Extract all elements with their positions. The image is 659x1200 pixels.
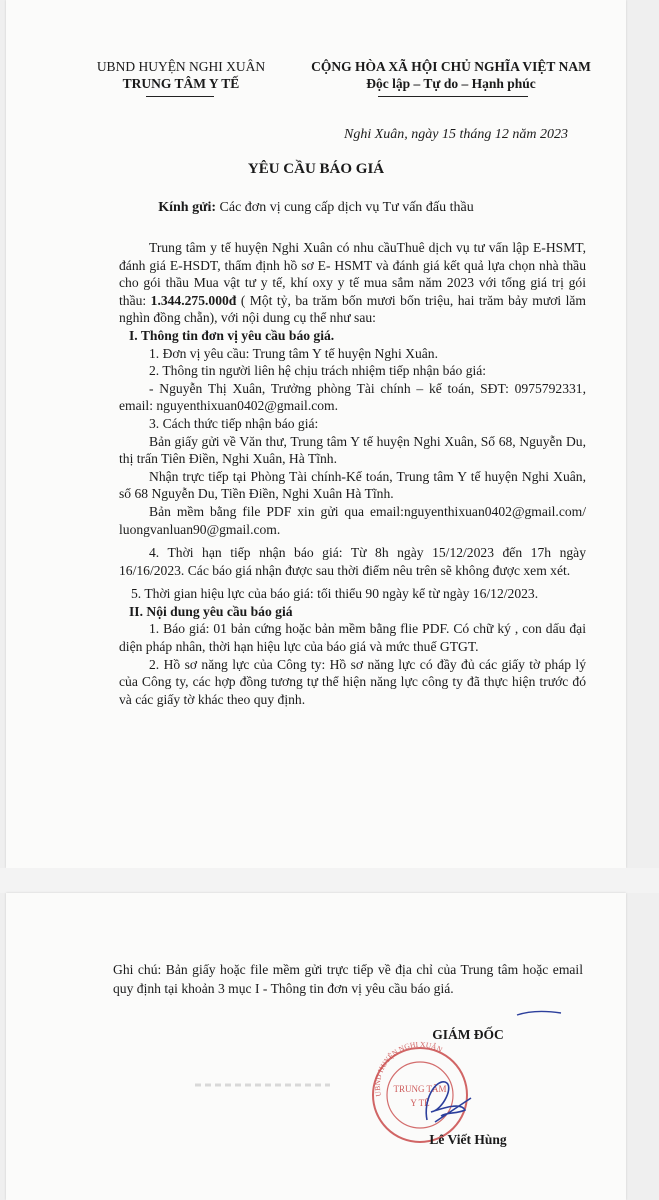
section-1-item-1: 1. Đơn vị yêu cầu: Trung tâm Y tế huyện Nghi Xuân. xyxy=(149,345,438,361)
faint-print-mark xyxy=(190,1078,340,1092)
package-amount: 1.344.275.000đ xyxy=(150,292,237,308)
nation-line-2: Độc lập – Tự do – Hạnh phúc xyxy=(366,76,536,91)
svg-text:UBND HUYỆN NGHI XUÂN: UBND HUYỆN NGHI XUÂN xyxy=(372,1040,444,1098)
pen-mark-icon xyxy=(515,1005,565,1019)
recipient-line xyxy=(6,200,626,216)
method-pdf: Bản mềm bằng file PDF xin gửi qua email:nguyenthixuan0402@gmail.com/ luongvanluan90@gmail.com. xyxy=(119,503,586,537)
recipient-text: Các đơn vị cung cấp dịch vụ Tư vấn đấu thầu xyxy=(216,200,474,215)
document-page-2 xyxy=(6,893,626,1200)
section-1-item-4: 4. Thời hạn tiếp nhận báo giá: Từ 8h ngày 15/12/2023 đến 17h ngày 16/16/2023. Các báo giá nhận được sau thời điểm nêu trên sẽ không được xem xét. xyxy=(119,545,586,578)
org-line-1: UBND HUYỆN NGHI XUÂN xyxy=(96,59,266,74)
section-1-item-5: 5. Thời gian hiệu lực của báo giá: tối thiểu 90 ngày kể từ ngày 16/12/2023. xyxy=(131,586,539,602)
motto-underline xyxy=(378,96,528,97)
date-line: Nghi Xuân, ngày 15 tháng 12 năm 2023 xyxy=(344,127,568,142)
note-paragraph: Ghi chú: Bản giấy hoặc file mềm gửi trực tiếp về địa chỉ của Trung tâm hoặc email quy định tại khoản 3 mục I - Thông tin đơn vị yêu cầu báo giá. xyxy=(113,962,583,996)
svg-text:Y TẾ: Y TẾ xyxy=(410,1098,430,1108)
method-direct: Nhận trực tiếp tại Phòng Tài chính-Kế toán, Trung tâm Y tế huyện Nghi Xuân, số 68 Nguyễn Du, Tiền Điền, Nghi Xuân Hà Tĩnh. xyxy=(119,468,586,502)
section-1-heading: I. Thông tin đơn vị yêu cầu báo giá. xyxy=(129,327,335,343)
document-body xyxy=(119,239,586,708)
nation-line-1: CỘNG HÒA XÃ HỘI CHỦ NGHĨA VIỆT NAM xyxy=(311,59,591,74)
intro-paragraph xyxy=(119,239,586,327)
section-2-heading: II. Nội dung yêu cầu báo giá xyxy=(129,603,293,619)
signer-name: Lê Viết Hùng xyxy=(429,1132,507,1147)
section-1-item-3: 3. Cách thức tiếp nhận báo giá: xyxy=(149,415,319,431)
national-header xyxy=(306,58,596,92)
section-1-item-2: 2. Thông tin người liên hệ chịu trách nhiệm tiếp nhận báo giá: xyxy=(149,363,487,379)
section-2-item-2: 2. Hồ sơ năng lực của Công ty: Hồ sơ năng lực có đầy đủ các giấy tờ pháp lý của Công ty, các hợp đồng tương tự thể hiện năng lực công ty đã thực hiện trước đó và các giấy tờ khác theo quy định. xyxy=(119,656,586,707)
method-paper: Bản giấy gửi về Văn thư, Trung tâm Y tế huyện Nghi Xuân, Số 68, Nguyễn Du, thị trấn Tiên Điền, Nghi Xuân, Hà Tĩnh. xyxy=(119,433,586,467)
intro-text-1: Trung tâm y tế huyện Nghi Xuân có nhu cầuThuê dịch vụ tư vấn lập E-HSMT, đánh giá E-HSDT, thẩm định hồ sơ E- HSMT và đánh giá kết quả lựa chọn nhà thầu cho gói thầu Mua vật tư y tế, khí oxy y tế mua sắm năm 2023 với tổng giá trị gói thầu: xyxy=(119,240,586,308)
intro-text-2: ( Một tỷ, ba trăm bốn mươi bốn triệu, hai trăm bảy mươi lăm nghìn đồng chẵn), với nội dung cụ thể như sau: xyxy=(119,292,586,326)
signature-title: GIÁM ĐỐC xyxy=(432,1027,504,1042)
org-underline xyxy=(146,96,214,97)
section-2-item-1: 1. Báo giá: 01 bản cứng hoặc bản mềm bằng flie PDF. Có chữ ký , con dấu đại diện pháp nhân, thời hạn hiệu lực của báo giá và mức thuế GTGT. xyxy=(119,621,586,655)
svg-text:TRUNG TÂM: TRUNG TÂM xyxy=(393,1084,447,1094)
document-title: YÊU CẦU BÁO GIÁ xyxy=(247,161,385,177)
contact-person: - Nguyễn Thị Xuân, Trưởng phòng Tài chính – kế toán, SĐT: 0975792331, email: nguyenthixuan0402@gmail.com. xyxy=(119,380,586,414)
issuing-organization xyxy=(86,58,276,92)
org-line-2: TRUNG TÂM Y TẾ xyxy=(122,76,240,91)
recipient-label: Kính gửi: xyxy=(158,200,217,215)
document-page-1 xyxy=(6,0,626,868)
page-gap xyxy=(0,868,659,893)
